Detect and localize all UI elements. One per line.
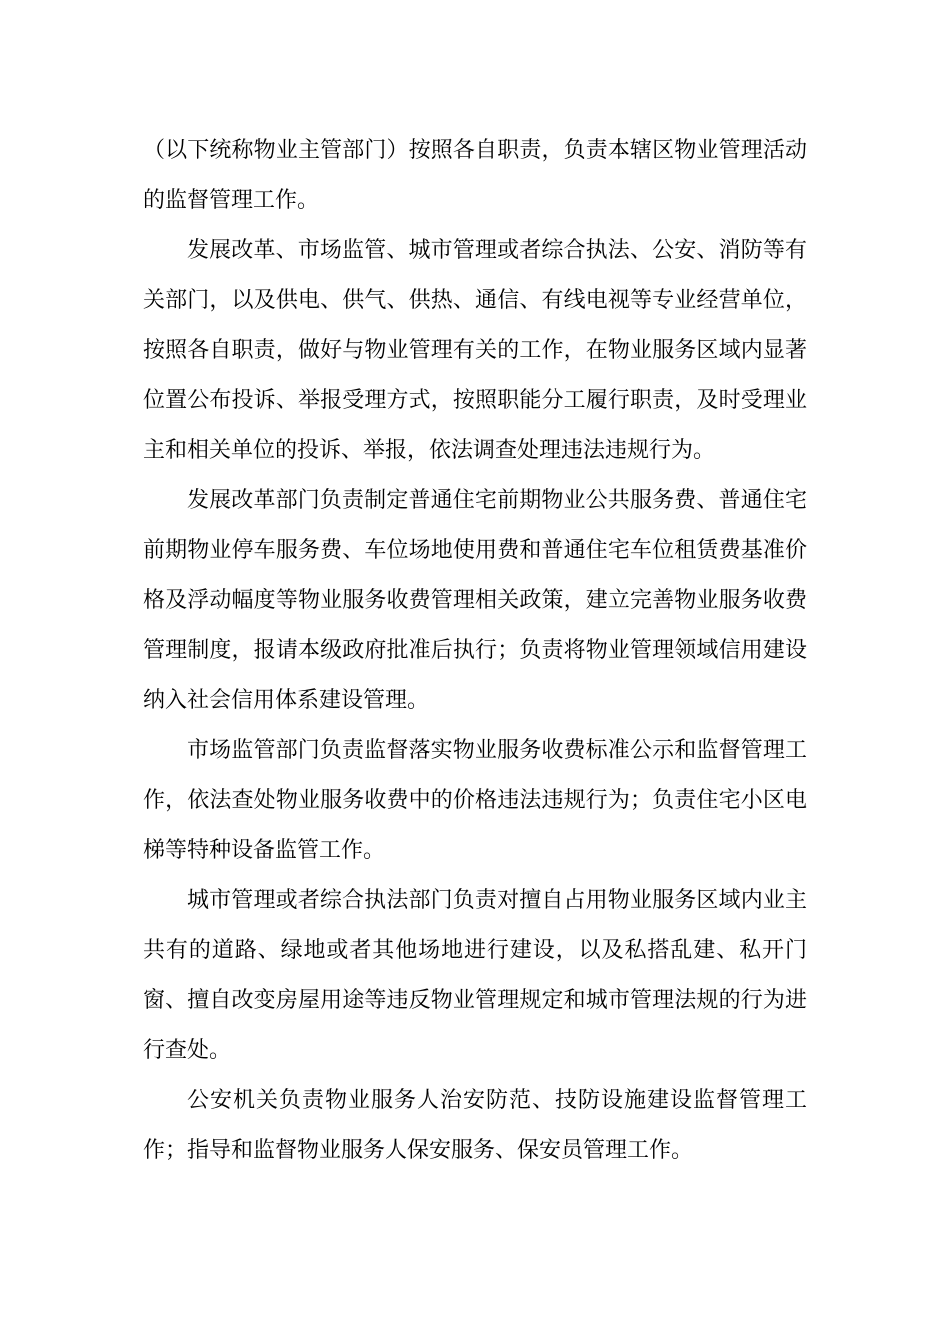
document-body bbox=[143, 126, 807, 1176]
paragraph-development-reform: 发展改革部门负责制定普通住宅前期物业公共服务费、普通住宅前期物业停车服务费、车位场地使用费和普通住宅车位租赁费基准价格及浮动幅度等物业服务收费管理相关政策，建立完善物业服务收费管理制度，报请本级政府批准后执行；负责将物业管理领域信用建设纳入社会信用体系建设管理。 bbox=[143, 488, 807, 713]
paragraph-urban-management: 城市管理或者综合执法部门负责对擅自占用物业服务区域内业主共有的道路、绿地或者其他场地进行建设，以及私搭乱建、私开门窗、擅自改变房屋用途等违反物业管理规定和城市管理法规的行为进行查处。 bbox=[143, 888, 807, 1063]
paragraph-continuation: （以下统称物业主管部门）按照各自职责，负责本辖区物业管理活动的监督管理工作。 bbox=[143, 138, 807, 213]
paragraph-public-security: 公安机关负责物业服务人治安防范、技防设施建设监督管理工作；指导和监督物业服务人保安服务、保安员管理工作。 bbox=[143, 1088, 807, 1163]
paragraph-related-departments: 发展改革、市场监管、城市管理或者综合执法、公安、消防等有关部门，以及供电、供气、供热、通信、有线电视等专业经营单位，按照各自职责，做好与物业管理有关的工作，在物业服务区域内显著位置公布投诉、举报受理方式，按照职能分工履行职责，及时受理业主和相关单位的投诉、举报，依法调查处理违法违规行为。 bbox=[143, 238, 807, 463]
paragraph-market-supervision: 市场监管部门负责监督落实物业服务收费标准公示和监督管理工作，依法查处物业服务收费中的价格违法违规行为；负责住宅小区电梯等特种设备监管工作。 bbox=[143, 738, 807, 863]
